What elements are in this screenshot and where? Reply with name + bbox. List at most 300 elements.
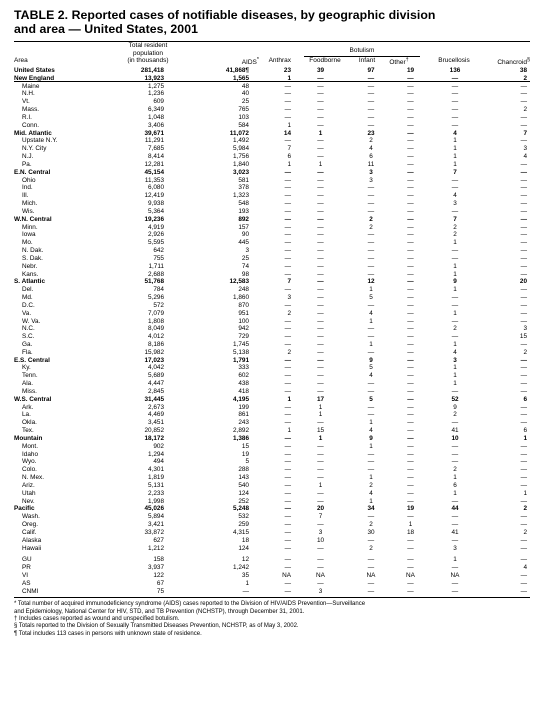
botulism-infant-cell: 5 [369, 395, 373, 403]
area-cell: N. Dak. [22, 247, 44, 255]
chancroid-cell: — [520, 294, 527, 302]
chancroid-cell: — [520, 207, 527, 215]
brucellosis-cell: — [451, 579, 459, 587]
botulism-other-cell: — [407, 579, 414, 587]
botulism-infant-cell: — [367, 587, 375, 595]
table-row [14, 271, 530, 279]
brucellosis-cell: — [451, 317, 459, 325]
table-row [14, 588, 530, 596]
anthrax-cell: — [284, 301, 291, 309]
botulism-foodborne-cell: NA [316, 572, 325, 579]
aids-cell: 1,840 [233, 160, 249, 168]
population-cell: 2,926 [148, 231, 164, 239]
brucellosis-cell: 2 [453, 231, 457, 239]
botulism-other-cell: — [407, 474, 414, 482]
table-row [14, 90, 530, 98]
botulism-infant-cell: 97 [367, 67, 375, 74]
botulism-foodborne-cell: — [317, 254, 324, 262]
population-cell: 1,819 [148, 474, 164, 482]
botulism-infant-cell: — [367, 200, 375, 208]
botulism-foodborne-cell: 10 [316, 536, 325, 544]
table-row [14, 388, 530, 396]
area-cell: N. Mex. [22, 474, 45, 482]
botulism-other-cell: — [407, 434, 414, 442]
botulism-infant-cell: — [367, 513, 375, 521]
botulism-infant-cell: 1 [369, 317, 373, 325]
anthrax-cell: — [284, 356, 291, 364]
aids-cell: 2,892 [233, 427, 249, 435]
aids-cell: 438 [238, 380, 249, 388]
botulism-foodborne-cell: — [317, 387, 324, 395]
region-row [14, 435, 530, 443]
botulism-other-cell: — [407, 513, 414, 521]
botulism-other-cell: — [407, 168, 414, 176]
area-cell: GU [22, 556, 32, 564]
header-chancroid: Chancroid§ [497, 57, 530, 67]
area-cell: Iowa [22, 231, 36, 239]
area-cell: S. Atlantic [14, 278, 46, 286]
botulism-infant-cell: 5 [369, 294, 373, 302]
botulism-foodborne-cell: — [317, 356, 324, 364]
brucellosis-cell: 1 [453, 239, 457, 247]
area-cell: Tex. [22, 427, 34, 435]
aids-cell: 548 [238, 200, 249, 208]
anthrax-cell: — [284, 380, 291, 388]
table-row [14, 208, 530, 216]
botulism-other-cell: — [407, 419, 414, 427]
brucellosis-cell: 1 [453, 489, 457, 497]
table-row [14, 318, 530, 326]
footnote-2: and Epidemiology, National Center for HIV, STD, and TB Prevention (NCHSTP), through December 31, 2001. [14, 608, 305, 615]
area-cell: Upstate N.Y. [22, 137, 58, 145]
aids-cell: 98 [241, 270, 249, 278]
chancroid-cell: — [520, 419, 527, 427]
table-row [14, 427, 530, 435]
anthrax-cell: — [284, 223, 291, 231]
botulism-other-cell: — [407, 348, 414, 356]
botulism-other-cell: 19 [406, 505, 415, 513]
brucellosis-cell: — [451, 294, 459, 302]
population-cell: 3,451 [148, 419, 164, 427]
botulism-foodborne-cell: — [317, 121, 324, 129]
area-cell: AS [22, 579, 31, 587]
population-cell: 627 [153, 536, 164, 544]
chancroid-cell: 2 [523, 348, 527, 356]
botulism-other-cell: — [407, 325, 414, 333]
botulism-foodborne-cell: — [317, 153, 324, 161]
population-cell: 4,447 [148, 380, 164, 388]
brucellosis-cell: 10 [451, 434, 459, 442]
botulism-other-cell: — [407, 176, 414, 184]
table-row [14, 98, 530, 106]
population-cell: 642 [153, 247, 164, 255]
botulism-infant-cell: — [367, 556, 375, 564]
botulism-other-cell: 19 [406, 67, 415, 74]
botulism-foodborne-cell: 1 [318, 481, 323, 489]
chancroid-cell: — [520, 556, 527, 564]
aids-cell: 288 [238, 466, 249, 474]
table-row [14, 302, 530, 310]
region-row [14, 278, 530, 286]
chancroid-cell: 20 [519, 278, 527, 286]
botulism-infant-cell: 34 [367, 505, 375, 513]
aids-cell: 333 [238, 364, 249, 372]
botulism-infant-cell: — [367, 247, 375, 255]
aids-cell: 540 [238, 481, 249, 489]
area-cell: Ky. [22, 364, 31, 372]
area-cell: Ohio [22, 176, 36, 184]
botulism-other-cell: — [407, 466, 414, 474]
botulism-infant-cell: 30 [367, 528, 375, 536]
area-cell: Tenn. [22, 372, 38, 380]
botulism-infant-cell: 4 [369, 145, 373, 153]
table-row [14, 184, 530, 192]
aids-cell: 243 [238, 419, 249, 427]
botulism-infant-cell: 2 [369, 521, 373, 529]
botulism-foodborne-cell: 17 [316, 395, 325, 403]
botulism-infant-cell: — [367, 113, 375, 121]
botulism-infant-cell: — [367, 262, 375, 270]
aids-cell: 1,323 [233, 192, 249, 200]
population-cell: 1,711 [148, 262, 164, 270]
table-title-line-1: TABLE 2. Reported cases of notifiable diseases, by geographic division [14, 8, 436, 22]
area-cell: Del. [22, 286, 34, 294]
botulism-other-cell: — [407, 278, 414, 286]
population-cell: 39,671 [144, 129, 164, 137]
chancroid-cell: — [520, 113, 527, 121]
botulism-other-cell: — [407, 450, 414, 458]
chancroid-cell: 2 [523, 505, 527, 513]
population-cell: 1,294 [148, 450, 164, 458]
anthrax-cell: — [284, 411, 291, 419]
botulism-foodborne-cell: — [317, 497, 324, 505]
brucellosis-cell: — [451, 513, 459, 521]
brucellosis-cell: 1 [453, 474, 457, 482]
population-cell: 1,048 [148, 113, 164, 121]
brucellosis-cell: 1 [453, 556, 457, 564]
table-row [14, 325, 530, 333]
area-cell: Calif. [22, 528, 37, 536]
botulism-foodborne-cell: — [317, 579, 324, 587]
anthrax-cell: 2 [287, 309, 291, 317]
table-row [14, 106, 530, 114]
disease-table [14, 67, 530, 595]
area-cell: Nev. [22, 497, 35, 505]
brucellosis-cell: 1 [453, 340, 457, 348]
header-other: Other† [389, 57, 409, 67]
table-row [14, 333, 530, 341]
botulism-foodborne-cell: — [317, 278, 324, 286]
area-cell: N.J. [22, 153, 34, 161]
anthrax-cell: — [284, 325, 291, 333]
brucellosis-cell: 6 [453, 481, 457, 489]
anthrax-cell: — [284, 419, 291, 427]
botulism-other-cell: — [407, 387, 414, 395]
table-row [14, 513, 530, 521]
brucellosis-cell: — [451, 521, 459, 529]
botulism-other-cell: 1 [408, 521, 413, 529]
botulism-other-cell: — [407, 90, 414, 98]
chancroid-cell: — [520, 587, 527, 595]
anthrax-cell: — [284, 247, 291, 255]
botulism-infant-cell: — [367, 325, 375, 333]
botulism-other-cell: — [407, 403, 414, 411]
anthrax-cell: — [284, 200, 291, 208]
table-row [14, 364, 530, 372]
botulism-other-cell: — [407, 200, 414, 208]
population-cell: 2,233 [148, 489, 164, 497]
botulism-infant-cell: — [367, 207, 375, 215]
aids-cell: 418 [238, 387, 249, 395]
chancroid-cell: — [520, 466, 527, 474]
botulism-foodborne-cell: 1 [318, 129, 323, 137]
brucellosis-cell: 1 [453, 372, 457, 380]
botulism-other-cell: — [407, 215, 414, 223]
population-cell: 9,938 [148, 200, 164, 208]
anthrax-cell: 6 [287, 153, 291, 161]
anthrax-cell: — [284, 513, 291, 521]
brucellosis-cell: — [451, 254, 459, 262]
chancroid-cell: — [520, 497, 527, 505]
area-cell: W. Va. [22, 317, 41, 325]
anthrax-cell: — [284, 536, 291, 544]
botulism-foodborne-cell: 15 [316, 427, 325, 435]
botulism-foodborne-cell: — [317, 176, 324, 184]
brucellosis-cell: 4 [453, 348, 457, 356]
table-row [14, 263, 530, 271]
area-cell: W.N. Central [14, 215, 52, 223]
chancroid-cell: — [520, 286, 527, 294]
table-row [14, 451, 530, 459]
chancroid-cell: — [520, 239, 527, 247]
chancroid-cell: — [520, 411, 527, 419]
botulism-foodborne-cell: 3 [318, 528, 323, 536]
botulism-infant-cell: — [367, 192, 375, 200]
botulism-foodborne-cell: 1 [318, 403, 323, 411]
chancroid-cell: — [520, 372, 527, 380]
area-cell: Wash. [22, 513, 40, 521]
chancroid-cell: — [520, 98, 527, 106]
botulism-infant-cell: 9 [369, 356, 373, 364]
chancroid-cell: 2 [523, 106, 527, 114]
population-cell: 2,845 [148, 387, 164, 395]
botulism-foodborne-cell: 1 [318, 434, 323, 442]
anthrax-cell: 1 [287, 121, 291, 129]
botulism-other-cell: — [407, 372, 414, 380]
area-cell: Idaho [22, 450, 38, 458]
chancroid-cell: 15 [519, 333, 527, 341]
aids-cell: 90 [241, 231, 249, 239]
area-cell: PR [22, 564, 31, 572]
botulism-foodborne-cell: — [317, 145, 324, 153]
chancroid-cell: — [520, 223, 527, 231]
area-cell: Mass. [22, 106, 40, 114]
table-title-line-2: and area — United States, 2001 [14, 22, 198, 36]
brucellosis-cell: — [451, 98, 459, 106]
botulism-foodborne-cell: — [317, 239, 324, 247]
area-cell: W.S. Central [14, 395, 52, 403]
aids-cell: 252 [238, 497, 249, 505]
chancroid-cell: — [520, 160, 527, 168]
area-cell: VI [22, 572, 29, 579]
botulism-other-cell: — [407, 239, 414, 247]
population-cell: 4,012 [148, 333, 164, 341]
chancroid-cell: — [520, 458, 527, 466]
aids-cell: 124 [238, 489, 249, 497]
chancroid-cell: — [520, 254, 527, 262]
table-row [14, 443, 530, 451]
anthrax-cell: 1 [287, 427, 291, 435]
table-row [14, 310, 530, 318]
aids-cell: 1,492 [233, 137, 249, 145]
botulism-other-cell: — [407, 192, 414, 200]
botulism-other-cell: — [407, 207, 414, 215]
area-cell: Mich. [22, 200, 38, 208]
brucellosis-cell: — [451, 74, 459, 82]
brucellosis-cell: — [451, 106, 459, 114]
anthrax-cell: — [284, 556, 291, 564]
botulism-other-cell: NA [406, 572, 415, 579]
botulism-other-cell: — [407, 536, 414, 544]
botulism-other-cell: — [407, 74, 414, 82]
anthrax-cell: 1 [287, 74, 291, 82]
anthrax-cell: 2 [287, 348, 291, 356]
aids-cell: 1,791 [233, 356, 249, 364]
population-cell: 6,349 [148, 106, 164, 114]
brucellosis-cell: 2 [453, 411, 457, 419]
botulism-other-cell: — [407, 364, 414, 372]
botulism-infant-cell: — [367, 98, 375, 106]
botulism-infant-cell: — [367, 450, 375, 458]
botulism-other-cell: — [407, 587, 414, 595]
anthrax-cell: 23 [283, 67, 291, 74]
population-cell: 5,595 [148, 239, 164, 247]
area-cell: Vt. [22, 98, 30, 106]
botulism-other-cell: — [407, 184, 414, 192]
botulism-infant-cell: — [367, 106, 375, 114]
chancroid-cell: — [520, 450, 527, 458]
area-cell: Oreg. [22, 521, 38, 529]
area-cell: S.C. [22, 333, 35, 341]
population-cell: 67 [156, 579, 164, 587]
brucellosis-cell: 1 [453, 270, 457, 278]
aids-cell: 378 [238, 184, 249, 192]
table-row [14, 490, 530, 498]
table-row [14, 572, 530, 580]
anthrax-cell: — [284, 82, 291, 90]
botulism-foodborne-cell: — [317, 223, 324, 231]
table-row [14, 545, 530, 553]
botulism-other-cell: — [407, 254, 414, 262]
anthrax-cell: — [284, 317, 291, 325]
area-cell: Wyo. [22, 458, 37, 466]
table-row [14, 161, 530, 169]
population-cell: 1,236 [148, 90, 164, 98]
footnotes [14, 601, 530, 637]
botulism-foodborne-cell: — [317, 466, 324, 474]
brucellosis-cell: 1 [453, 309, 457, 317]
population-cell: 3,421 [148, 521, 164, 529]
botulism-other-cell: — [407, 380, 414, 388]
botulism-foodborne-cell: — [317, 247, 324, 255]
botulism-other-cell: — [407, 231, 414, 239]
aids-cell: 259 [238, 521, 249, 529]
table-row [14, 200, 530, 208]
botulism-other-cell: — [407, 153, 414, 161]
population-cell: 18,172 [144, 434, 164, 442]
brucellosis-cell: 136 [449, 67, 461, 74]
region-row [14, 67, 530, 75]
brucellosis-cell: — [451, 90, 459, 98]
population-cell: 3,937 [148, 564, 164, 572]
chancroid-cell: — [520, 536, 527, 544]
brucellosis-cell: 44 [451, 505, 459, 513]
brucellosis-cell: 3 [453, 200, 457, 208]
table-row [14, 482, 530, 490]
footnote-4: § Totals reported to the Division of Sexually Transmitted Diseases Prevention, NCHSTP, as of May 3, 2002. [14, 623, 299, 630]
anthrax-cell: — [284, 528, 291, 536]
botulism-other-cell: — [407, 129, 414, 137]
botulism-foodborne-cell: 7 [318, 513, 323, 521]
botulism-foodborne-cell: 20 [316, 505, 325, 513]
area-cell: S. Dak. [22, 254, 43, 262]
chancroid-cell: — [520, 231, 527, 239]
botulism-other-cell: — [407, 544, 414, 552]
aids-cell: 124 [238, 544, 249, 552]
aids-cell: 1,386 [233, 434, 249, 442]
botulism-infant-cell: 3 [369, 168, 373, 176]
population-cell: 609 [153, 98, 164, 106]
botulism-foodborne-cell: — [317, 294, 324, 302]
brucellosis-cell: — [451, 247, 459, 255]
population-cell: 784 [153, 286, 164, 294]
aids-cell: 951 [238, 309, 249, 317]
population-cell: 12,419 [144, 192, 164, 200]
anthrax-cell: — [284, 215, 291, 223]
population-cell: 45,154 [144, 168, 164, 176]
chancroid-cell: 2 [523, 74, 527, 82]
botulism-infant-cell: — [367, 403, 375, 411]
chancroid-cell: — [520, 168, 527, 176]
brucellosis-cell: — [451, 419, 459, 427]
aids-cell: 12 [241, 556, 249, 564]
population-cell: 5,689 [148, 372, 164, 380]
anthrax-cell: — [284, 505, 291, 513]
brucellosis-cell: 4 [453, 192, 457, 200]
area-cell: Maine [22, 82, 40, 90]
botulism-infant-cell: — [367, 184, 375, 192]
brucellosis-cell: — [451, 176, 459, 184]
aids-cell: 1,860 [233, 294, 249, 302]
aids-cell: 5,138 [233, 348, 249, 356]
area-cell: Ga. [22, 340, 33, 348]
table-row [14, 349, 530, 357]
table-row [14, 580, 530, 588]
botulism-infant-cell: 6 [369, 153, 373, 161]
population-cell: 11,291 [144, 137, 164, 145]
region-row [14, 396, 530, 404]
region-row [14, 357, 530, 365]
botulism-other-cell: — [407, 121, 414, 129]
botulism-infant-cell: — [367, 458, 375, 466]
botulism-foodborne-cell: — [317, 113, 324, 121]
brucellosis-cell: 2 [453, 466, 457, 474]
area-cell: Md. [22, 294, 33, 302]
botulism-other-cell: — [407, 333, 414, 341]
anthrax-cell: — [284, 466, 291, 474]
anthrax-cell: — [284, 442, 291, 450]
area-cell: Wis. [22, 207, 35, 215]
